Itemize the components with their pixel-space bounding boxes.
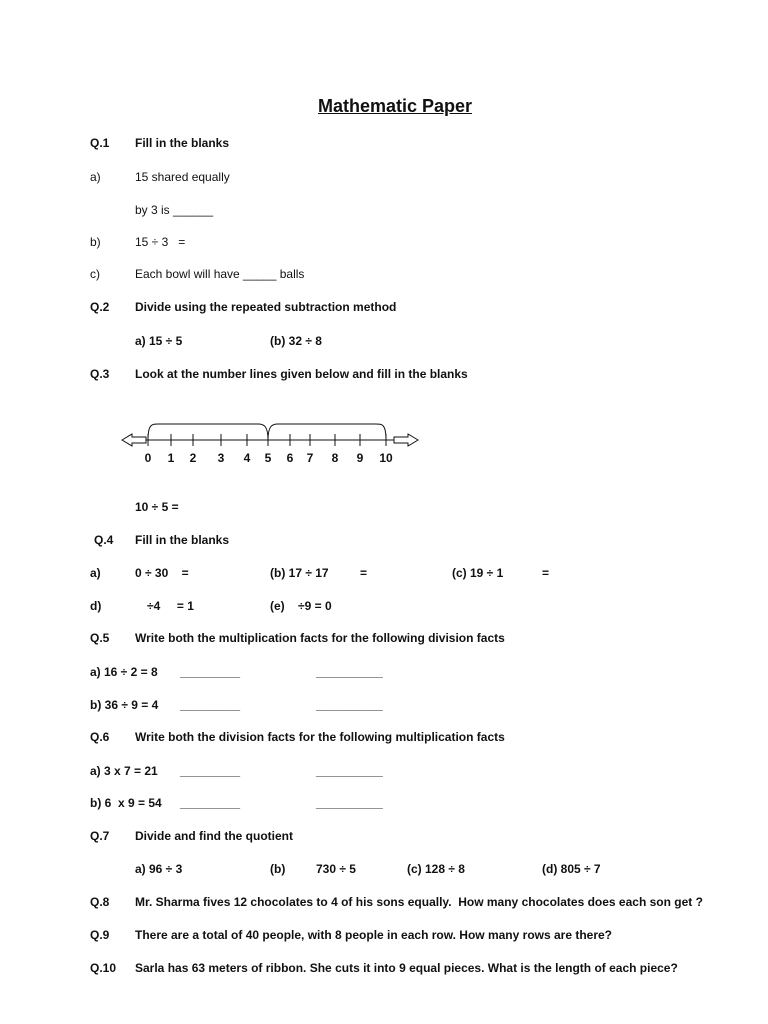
- q1-c-text: Each bowl will have _____ balls: [135, 267, 305, 281]
- number-line-label: 0: [144, 451, 152, 465]
- number-line-label: 7: [306, 451, 314, 465]
- right-arrow-icon: [394, 434, 418, 446]
- q4-c-expr: (c) 19 ÷ 1: [452, 566, 504, 580]
- q3-number: Q.3: [90, 367, 110, 381]
- number-line-label: 4: [243, 451, 251, 465]
- q1-number: Q.1: [90, 136, 110, 150]
- q4-b-equals: =: [360, 566, 368, 580]
- q6-b-fact: b) 6 x 9 = 54: [90, 796, 162, 810]
- q7-number: Q.7: [90, 829, 110, 843]
- q4-heading: Fill in the blanks: [135, 533, 230, 547]
- jump-arc-1: [148, 424, 268, 440]
- number-line: [118, 418, 428, 470]
- q2-number: Q.2: [90, 300, 110, 314]
- number-line-label: 3: [217, 451, 225, 465]
- q4-a-expr: 0 ÷ 30 =: [135, 566, 189, 580]
- q4-d-expr: ÷4 = 1: [147, 599, 194, 613]
- number-line-figure: [118, 418, 428, 470]
- q5-heading: Write both the multiplication facts for the following division facts: [135, 631, 505, 645]
- q7-part-b-label: (b): [270, 862, 286, 876]
- q2-part-a: a) 15 ÷ 5: [135, 334, 183, 348]
- number-line-label: 8: [331, 451, 339, 465]
- q3-heading: Look at the number lines given below and fill in the blanks: [135, 367, 468, 381]
- number-line-label: 9: [356, 451, 364, 465]
- q10-number: Q.10: [90, 961, 117, 975]
- q6-a-fact: a) 3 x 7 = 21: [90, 764, 158, 778]
- number-line-label: 1: [167, 451, 175, 465]
- q4-b-expr: (b) 17 ÷ 17: [270, 566, 329, 580]
- q7-part-a: a) 96 ÷ 3: [135, 862, 183, 876]
- q1-c-label: c): [90, 267, 100, 281]
- q6-b-blank-1: _________: [180, 796, 241, 810]
- q4-number: Q.4: [94, 533, 114, 547]
- page-title: Mathematic Paper: [317, 96, 473, 116]
- q1-a-line2: by 3 is ______: [135, 203, 214, 217]
- q5-a-blank-2: __________: [316, 665, 383, 679]
- q4-d-label: d): [90, 599, 102, 613]
- number-line-label: 5: [264, 451, 272, 465]
- q5-b-blank-2: __________: [316, 698, 383, 712]
- q8-number: Q.8: [90, 895, 110, 909]
- q6-b-blank-2: __________: [316, 796, 383, 810]
- q1-b-text: 15 ÷ 3 =: [135, 235, 186, 249]
- q9-number: Q.9: [90, 928, 110, 942]
- q8-text: Mr. Sharma fives 12 chocolates to 4 of his sons equally. How many chocolates does each son get ?: [135, 895, 703, 909]
- jump-arc-2: [268, 424, 386, 440]
- q5-a-fact: a) 16 ÷ 2 = 8: [90, 665, 158, 679]
- number-line-label: 6: [286, 451, 294, 465]
- q5-b-fact: b) 36 ÷ 9 = 4: [90, 698, 159, 712]
- q5-b-blank-1: _________: [180, 698, 241, 712]
- q7-part-b-expr: 730 ÷ 5: [316, 862, 356, 876]
- q4-c-equals: =: [542, 566, 550, 580]
- q6-a-blank-1: _________: [180, 764, 241, 778]
- q2-part-b: (b) 32 ÷ 8: [270, 334, 322, 348]
- q10-text: Sarla has 63 meters of ribbon. She cuts it into 9 equal pieces. What is the length of each piece?: [135, 961, 678, 975]
- q5-number: Q.5: [90, 631, 110, 645]
- q1-heading: Fill in the blanks: [135, 136, 230, 150]
- left-arrow-icon: [122, 434, 146, 446]
- number-line-label: 2: [189, 451, 197, 465]
- q1-b-label: b): [90, 235, 101, 249]
- q5-a-blank-1: _________: [180, 665, 241, 679]
- q7-part-c: (c) 128 ÷ 8: [407, 862, 465, 876]
- q4-e-expr: (e) ÷9 = 0: [270, 599, 332, 613]
- q6-heading: Write both the division facts for the following multiplication facts: [135, 730, 505, 744]
- q7-heading: Divide and find the quotient: [135, 829, 293, 843]
- q1-a-label: a): [90, 170, 101, 184]
- q1-a-line1: 15 shared equally: [135, 170, 230, 184]
- q9-text: There are a total of 40 people, with 8 people in each row. How many rows are there?: [135, 928, 613, 942]
- q7-part-d: (d) 805 ÷ 7: [542, 862, 601, 876]
- number-line-label: 10: [379, 451, 393, 465]
- q3-question: 10 ÷ 5 =: [135, 500, 179, 514]
- q6-a-blank-2: __________: [316, 764, 383, 778]
- q2-heading: Divide using the repeated subtraction method: [135, 300, 397, 314]
- q6-number: Q.6: [90, 730, 110, 744]
- q4-a-label: a): [90, 566, 101, 580]
